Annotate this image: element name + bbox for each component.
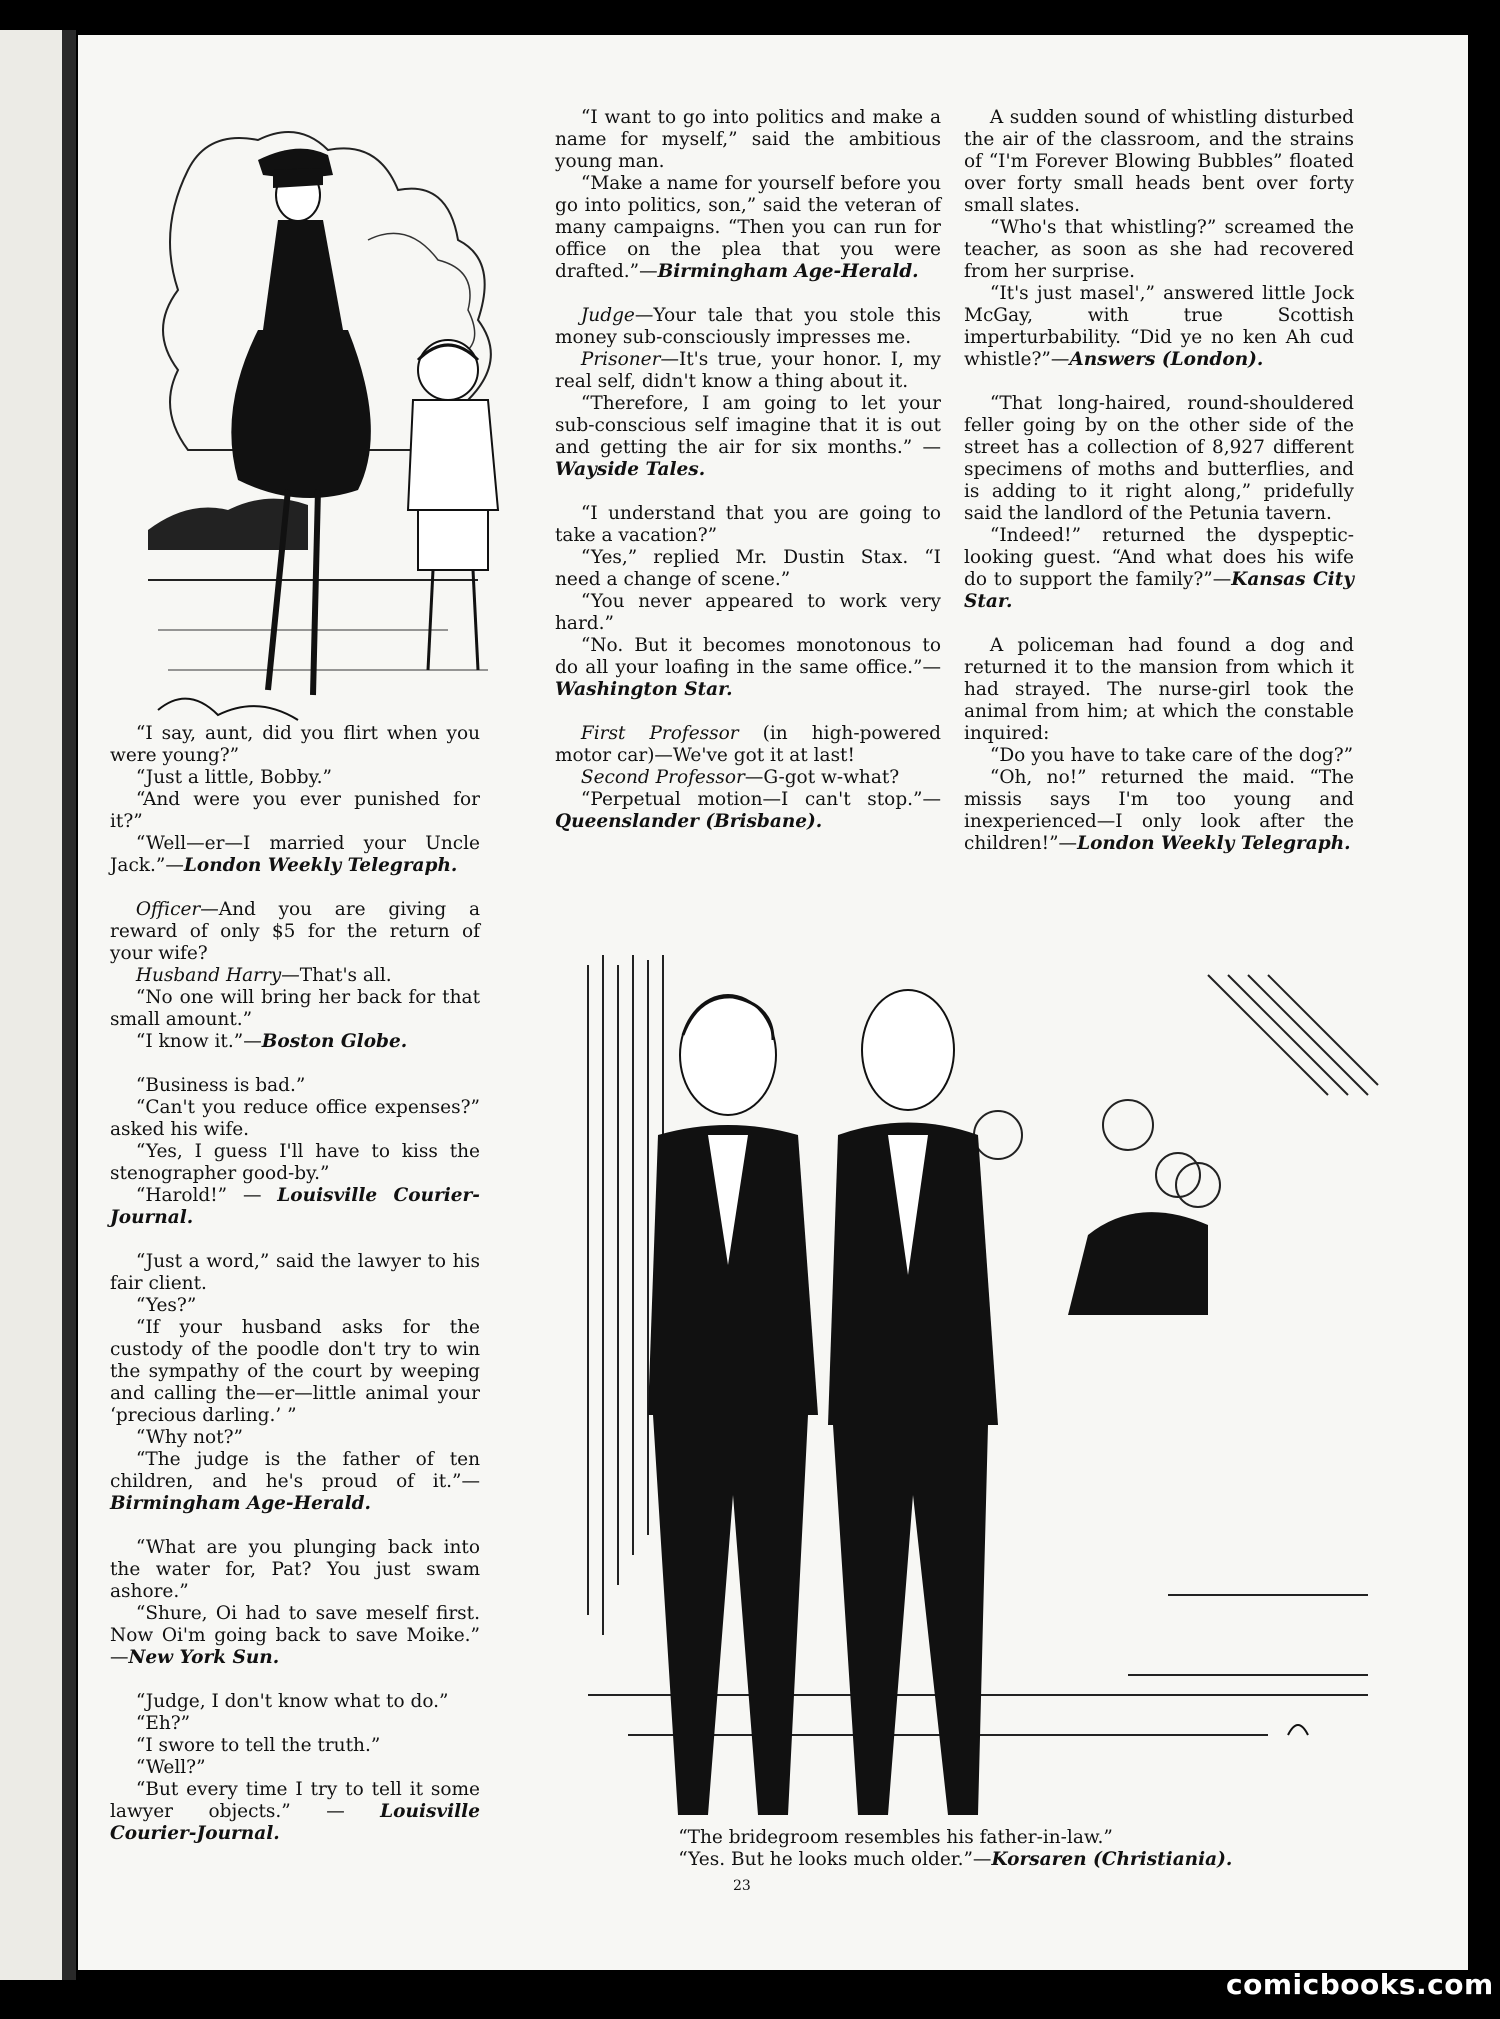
paragraph-text: “Yes?” bbox=[135, 1295, 197, 1316]
paragraph bbox=[110, 1031, 480, 1053]
paragraph bbox=[555, 789, 941, 833]
magazine-page bbox=[78, 35, 1468, 1970]
paragraph bbox=[964, 745, 1354, 767]
paragraph-gap bbox=[555, 701, 941, 723]
paragraph bbox=[110, 1779, 480, 1845]
paragraph-text: —That's all. bbox=[281, 965, 392, 986]
column-middle bbox=[555, 107, 941, 833]
column-left bbox=[110, 723, 480, 1845]
speaker-name: Officer bbox=[135, 899, 201, 920]
paragraph-text: “Make a name for yourself before you go into politics, son,” said the veteran of many campaigns. “Then you can run for office on the plea that you were drafted.”— bbox=[555, 173, 941, 282]
bridegroom-and-father-in-law-cartoon-icon bbox=[568, 935, 1398, 1815]
paragraph bbox=[110, 1075, 480, 1097]
paragraph-text: “Indeed!” returned the dyspeptic-looking guest. “And what does his wife do to support the family?”— bbox=[964, 525, 1354, 590]
paragraph-text: “That long-haired, round-shouldered feller going by on the other side of the street has a collection of 8,927 different specimens of moths and butterflies, and is adding to it right along,” pridefully said the landlord of the Petunia tavern. bbox=[964, 393, 1354, 524]
caption-line-2-text: “Yes. But he looks much older.”— bbox=[678, 1849, 992, 1870]
paragraph bbox=[555, 107, 941, 173]
paragraph-text: “Harold!” — bbox=[135, 1185, 278, 1206]
paragraph bbox=[110, 1251, 480, 1295]
paragraph-gap bbox=[555, 283, 941, 305]
paragraph bbox=[110, 1295, 480, 1317]
page-number: 23 bbox=[733, 1878, 751, 1894]
paragraph bbox=[964, 525, 1354, 613]
paragraph-text: “Yes,” replied Mr. Dustin Stax. “I need a change of scene.” bbox=[555, 547, 941, 590]
paragraph bbox=[110, 899, 480, 965]
paragraph-text: “No. But it becomes monotonous to do all your loafing in the same office.”— bbox=[555, 635, 941, 678]
paragraph bbox=[964, 635, 1354, 745]
paragraph-gap bbox=[110, 1053, 480, 1075]
paragraph bbox=[110, 789, 480, 833]
paragraph bbox=[110, 1603, 480, 1669]
paragraph-text: “Well—er—I married your Uncle Jack.”— bbox=[110, 833, 480, 876]
paragraph-gap bbox=[964, 613, 1354, 635]
source-attribution: Birmingham Age-Herald. bbox=[110, 1493, 371, 1514]
paragraph bbox=[110, 1735, 480, 1757]
paragraph bbox=[110, 1537, 480, 1603]
speaker-name: Second Professor bbox=[580, 767, 745, 788]
paragraph bbox=[110, 1427, 480, 1449]
paragraph bbox=[110, 1097, 480, 1141]
paragraph-text: “Shure, Oi had to save meself first. Now Oi'm going back to save Moike.” — bbox=[110, 1603, 480, 1668]
paragraph bbox=[964, 107, 1354, 217]
speaker-name: First Professor bbox=[580, 723, 739, 744]
paragraph-text: —Your tale that you stole this money sub-consciously impresses me. bbox=[555, 305, 941, 348]
source-attribution: Louisville Courier-Journal. bbox=[110, 1801, 480, 1844]
paragraph-gap bbox=[110, 1669, 480, 1691]
source-attribution: London Weekly Telegraph. bbox=[1077, 833, 1351, 854]
paragraph-text: “Well?” bbox=[135, 1757, 206, 1778]
paragraph bbox=[555, 723, 941, 767]
binding-gutter bbox=[0, 30, 70, 1980]
source-attribution: Wayside Tales. bbox=[555, 459, 706, 480]
paragraph-text: “What are you plunging back into the water for, Pat? You just swam ashore.” bbox=[110, 1537, 480, 1602]
paragraph-text: “I understand that you are going to take a vacation?” bbox=[555, 503, 941, 546]
paragraph bbox=[555, 305, 941, 349]
paragraph-text: “Business is bad.” bbox=[135, 1075, 306, 1096]
paragraph-text: —G-got w-what? bbox=[744, 767, 900, 788]
paragraph-text: —It's true, your honor. I, my real self, didn't know a thing about it. bbox=[555, 349, 941, 392]
paragraph-text: “I want to go into politics and make a name for myself,” said the ambitious young man. bbox=[555, 107, 941, 172]
paragraph-gap bbox=[110, 877, 480, 899]
paragraph-text: “But every time I try to tell it some lawyer objects.” — bbox=[110, 1779, 480, 1822]
paragraph-gap bbox=[110, 1515, 480, 1537]
paragraph-text: “Who's that whistling?” screamed the teacher, as soon as she had recovered from her surprise. bbox=[964, 217, 1354, 282]
paragraph-text: “Do you have to take care of the dog?” bbox=[989, 745, 1354, 766]
paragraph bbox=[964, 767, 1354, 855]
source-attribution: Kansas City Star. bbox=[964, 569, 1354, 612]
paragraph-text: A sudden sound of whistling disturbed the air of the classroom, and the strains of “I'm Forever Blowing Bubbles” floated over forty small heads bent over forty small slates. bbox=[964, 107, 1354, 216]
paragraph bbox=[964, 217, 1354, 283]
paragraph-text: A policeman had found a dog and returned it to the mansion from which it had strayed. The nurse-girl took the animal from him; at which the constable inquired: bbox=[964, 635, 1354, 744]
paragraph bbox=[964, 283, 1354, 371]
speaker-name: Husband Harry bbox=[135, 965, 282, 986]
paragraph bbox=[110, 1141, 480, 1185]
paragraph bbox=[555, 635, 941, 701]
paragraph-text: “Just a word,” said the lawyer to his fair client. bbox=[110, 1251, 480, 1294]
paragraph bbox=[110, 1691, 480, 1713]
paragraph bbox=[110, 833, 480, 877]
paragraph bbox=[110, 1317, 480, 1427]
paragraph-gap bbox=[964, 371, 1354, 393]
paragraph bbox=[555, 591, 941, 635]
paragraph bbox=[110, 1713, 480, 1735]
source-attribution: Louisville Courier-Journal. bbox=[110, 1185, 480, 1228]
paragraph bbox=[555, 503, 941, 547]
paragraph-text: “Yes, I guess I'll have to kiss the stenographer good-by.” bbox=[110, 1141, 480, 1184]
paragraph-text: “If your husband asks for the custody of the poodle don't try to win the sympathy of the court by weeping and calling the—er—little animal your ‘precious darling.’ ” bbox=[110, 1317, 480, 1426]
paragraph-text: (in high-powered motor car)—We've got it at last! bbox=[555, 723, 941, 766]
paragraph bbox=[110, 1449, 480, 1515]
source-attribution: Boston Globe. bbox=[261, 1031, 408, 1052]
paragraph-text: “I know it.”— bbox=[135, 1031, 262, 1052]
paragraph-text: “Oh, no!” returned the maid. “The missis says I'm too young and inexperienced—I only look after the children!”— bbox=[964, 767, 1354, 854]
source-attribution: London Weekly Telegraph. bbox=[183, 855, 458, 876]
paragraph-text: “You never appeared to work very hard.” bbox=[555, 591, 941, 634]
paragraph bbox=[110, 965, 480, 987]
caption-line-1: “The bridegroom resembles his father-in-law.” bbox=[678, 1827, 1113, 1848]
paragraph bbox=[110, 723, 480, 767]
paragraph-text: “I say, aunt, did you flirt when you were young?” bbox=[110, 723, 480, 766]
paragraph-text: “Eh?” bbox=[135, 1713, 191, 1734]
paragraph-text: “And were you ever punished for it?” bbox=[110, 789, 480, 832]
paragraph-gap bbox=[110, 1229, 480, 1251]
paragraph-text: “It's just masel',” answered little Jock McGay, with true Scottish imperturbability. “Did ye no ken Ah cud whistle?”— bbox=[964, 283, 1354, 370]
cartoon-caption bbox=[656, 1827, 1396, 1871]
paragraph bbox=[110, 987, 480, 1031]
watermark: comicbooks.com bbox=[1226, 1968, 1494, 2001]
source-attribution: Answers (London). bbox=[1069, 349, 1264, 370]
paragraph-text: “Just a little, Bobby.” bbox=[135, 767, 332, 788]
binding-shadow bbox=[62, 30, 76, 1980]
paragraph-text: —And you are giving a reward of only $5 for the return of your wife? bbox=[110, 899, 480, 964]
paragraph bbox=[110, 767, 480, 789]
paragraph bbox=[555, 173, 941, 283]
source-attribution: Birmingham Age-Herald. bbox=[657, 261, 919, 282]
paragraph bbox=[110, 1185, 480, 1229]
paragraph bbox=[110, 1757, 480, 1779]
paragraph-gap bbox=[555, 481, 941, 503]
source-attribution: New York Sun. bbox=[128, 1647, 280, 1668]
paragraph bbox=[964, 393, 1354, 525]
woman-and-boy-wind-cartoon-icon bbox=[148, 110, 598, 750]
caption-source: Korsaren (Christiania). bbox=[991, 1849, 1233, 1870]
paragraph-text: “No one will bring her back for that small amount.” bbox=[110, 987, 480, 1030]
paragraph-text: “The judge is the father of ten children, and he's proud of it.”— bbox=[110, 1449, 480, 1492]
paragraph bbox=[555, 547, 941, 591]
paragraph-text: “Why not?” bbox=[135, 1427, 243, 1448]
paragraph-text: “Therefore, I am going to let your sub-conscious self imagine that it is out and getting the air for six months.” — bbox=[555, 393, 941, 458]
paragraph bbox=[555, 767, 941, 789]
paragraph-text: “I swore to tell the truth.” bbox=[135, 1735, 381, 1756]
caption-line-2 bbox=[656, 1849, 1396, 1871]
paragraph bbox=[555, 393, 941, 481]
column-right bbox=[964, 107, 1354, 855]
speaker-name: Judge bbox=[580, 305, 635, 326]
speaker-name: Prisoner bbox=[580, 349, 661, 370]
paragraph-text: “Perpetual motion—I can't stop.”— bbox=[580, 789, 941, 810]
source-attribution: Queenslander (Brisbane). bbox=[555, 811, 823, 832]
paragraph bbox=[555, 349, 941, 393]
paragraph-text: “Can't you reduce office expenses?” asked his wife. bbox=[110, 1097, 480, 1140]
source-attribution: Washington Star. bbox=[555, 679, 733, 700]
paragraph-text: “Judge, I don't know what to do.” bbox=[135, 1691, 449, 1712]
